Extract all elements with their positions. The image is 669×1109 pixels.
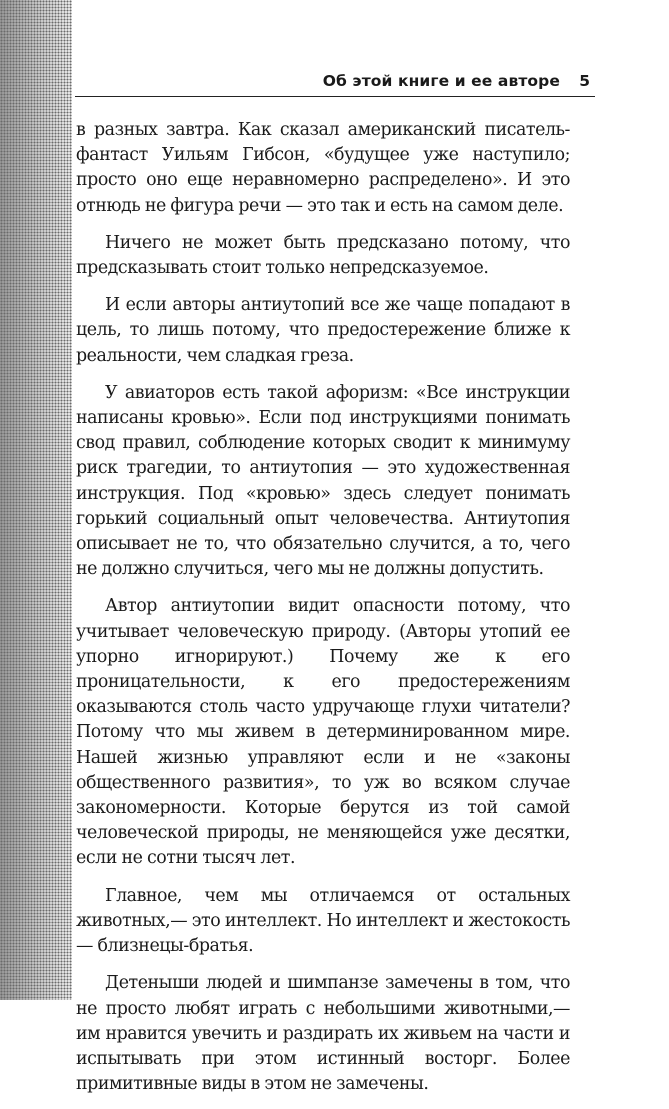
scan-edge-texture: [0, 0, 72, 1000]
body-text: [76, 118, 570, 1109]
paragraph-1: в разных завтра. Как сказал американский писатель-фантаст Уильям Гибсон, «будущее уже наступило; просто оно еще неравномерно распределено». И это отнюдь не фигура речи — это так и есть на самом деле.: [76, 120, 570, 216]
paragraph-7: Детеныши людей и шимпанзе замечены в том, что не просто любят играть с небольшими животными,— им нравится увечить и раздирать их живьем на части и испытывать при этом истинный восторг. Более примитивные виды в этом не замечены.: [76, 973, 570, 1095]
running-title: Об этой книге и ее авторе: [322, 72, 560, 90]
page-number: 5: [579, 72, 590, 90]
paragraph-6: Главное, чем мы отличаемся от остальных животных,— это интеллект. Но интеллект и жестокость — близнецы-братья.: [76, 885, 570, 957]
paragraph-2: Ничего не может быть предсказано потому, что предсказывать стоит только непредсказуемое.: [76, 232, 570, 279]
page-header: [75, 70, 595, 97]
paragraph-3: И если авторы антиутопий все же чаще попадают в цель, то лишь потому, что предостережение ближе к реальности, чем сладкая греза.: [76, 295, 570, 366]
paragraph-5: Автор антиутопии видит опасности потому, что учитывает человеческую природу. (Авторы утопий ее упорно игнорируют.) Почему же к его проницательности, к его предостережениям оказываются столь часто удручающе глухи читатели? Потому что мы живем в детерминированном мире. Нашей жизнью управляют если и не «законы общественного развития», то уж во всяком случае закономерности. Которые берутся из той самой человеческой природы, не меняющейся уже десятки, если не сотни тысяч лет.: [76, 596, 570, 869]
paragraph-4: У авиаторов есть такой афоризм: «Все инструкции написаны кровью». Если под инструкциями понимать свод правил, соблюдение которых сводит к минимуму риск трагедии, то антиутопия — это художественная инструкция. Под «кровью» здесь следует понимать горький социальный опыт человечества. Антиутопия описывает не то, что обязательно случится, а то, чего не должно случиться, чего мы не должны допустить.: [76, 382, 570, 580]
